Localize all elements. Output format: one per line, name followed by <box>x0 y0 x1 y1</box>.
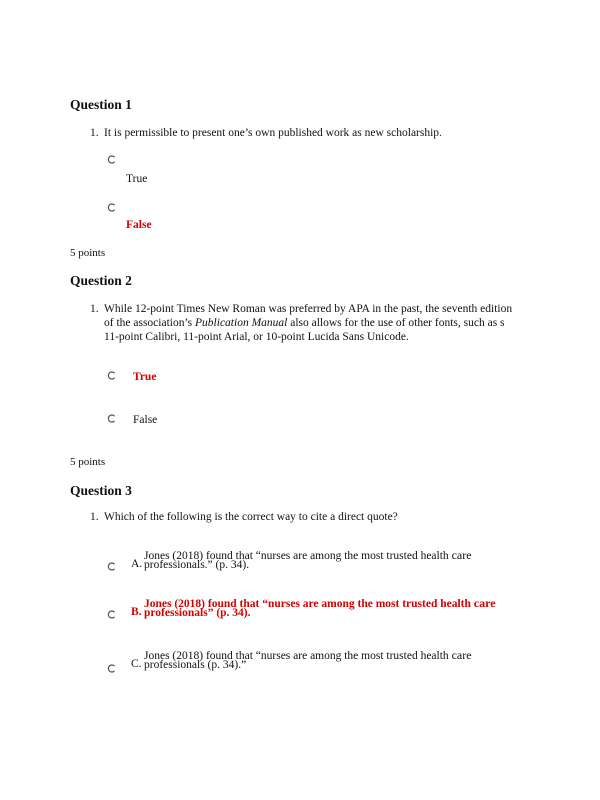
q2-option-true[interactable]: True <box>133 371 157 383</box>
question-2-text-line1: While 12-point Times New Roman was preferred by APA in the past, the seventh edition <box>104 303 513 315</box>
question-1-number: 1. <box>90 127 99 139</box>
q3-option-a-letter: A. <box>131 558 143 570</box>
question-1-title: Question 1 <box>70 97 132 112</box>
question-2-points: 5 points <box>70 456 106 468</box>
radio-button-icon[interactable] <box>107 371 116 380</box>
question-2-title: Question 2 <box>70 273 132 288</box>
question-3-number: 1. <box>90 511 99 523</box>
q3-option-b-letter: B. <box>131 606 142 618</box>
q3-option-c-letter: C. <box>131 658 142 670</box>
question-2-number: 1. <box>90 303 99 315</box>
radio-button-icon[interactable] <box>107 414 116 423</box>
question-2-text-line3: 11-point Calibri, 11-point Arial, or 10-point Lucida Sans Unicode. <box>104 331 409 343</box>
radio-button-icon[interactable] <box>107 664 116 673</box>
q3-option-b-text[interactable]: Jones (2018) found that “nurses are among the most trusted health care professionals” (p. 34). <box>144 596 496 619</box>
q3-option-c-text[interactable]: Jones (2018) found that “nurses are among the most trusted health care professionals (p. 34).” <box>144 648 472 671</box>
question-3-text: Which of the following is the correct way to cite a direct quote? <box>104 511 398 523</box>
q1-option-false[interactable]: False <box>126 219 152 231</box>
question-1-text: It is permissible to present one’s own published work as new scholarship. <box>104 127 442 139</box>
q2-option-false[interactable]: False <box>133 414 158 426</box>
question-2-text-line2: of the association’s Publication Manual also allows for the use of other fonts, such as s <box>104 317 505 329</box>
radio-button-icon[interactable] <box>107 610 116 619</box>
question-3-title: Question 3 <box>70 483 132 498</box>
q1-option-true[interactable]: True <box>126 173 148 185</box>
question-2-text <box>104 302 554 344</box>
question-1-points: 5 points <box>70 247 106 259</box>
radio-button-icon[interactable] <box>107 203 116 212</box>
q3-option-a-text[interactable]: Jones (2018) found that “nurses are among the most trusted health care professionals.” (p. 34). <box>144 548 472 571</box>
radio-button-icon[interactable] <box>107 155 116 164</box>
radio-button-icon[interactable] <box>107 562 116 571</box>
